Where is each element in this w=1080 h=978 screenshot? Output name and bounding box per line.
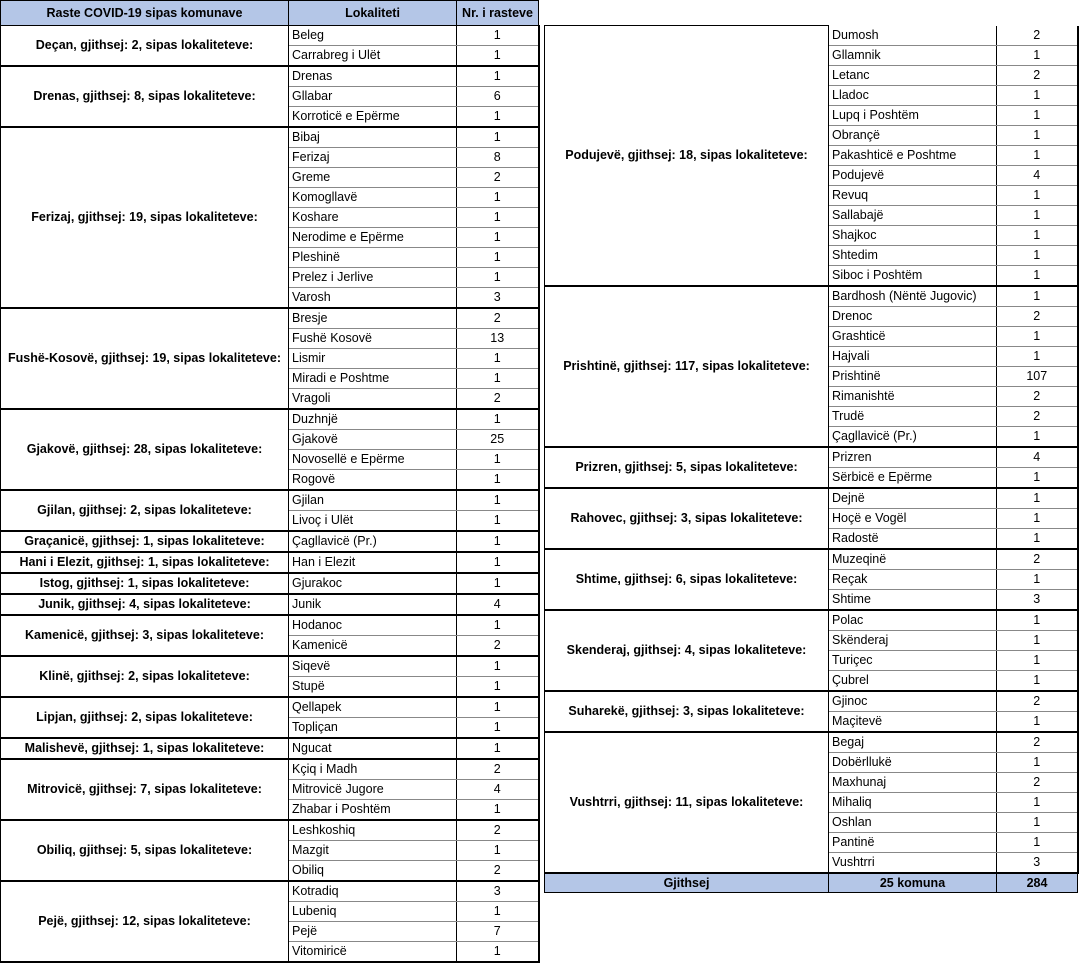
locality-cell: Lismir [289,349,457,369]
count-cell: 8 [457,148,539,168]
locality-cell: Vushtrri [829,852,997,873]
right-table [544,25,1079,893]
table-row [1,573,539,594]
locality-cell: Çagllavicë (Pr.) [289,531,457,552]
municipality-cell: Ferizaj, gjithsej: 19, sipas lokaliteteve: [1,127,289,308]
locality-cell: Sërbicë e Epërme [829,467,997,488]
table-row [1,881,539,902]
count-cell: 1 [457,349,539,369]
count-cell: 1 [997,752,1078,772]
right-table-body [545,26,1078,873]
count-cell: 1 [457,531,539,552]
locality-cell: Korroticë e Epërme [289,107,457,128]
locality-cell: Kamenicë [289,636,457,657]
count-cell: 2 [457,389,539,410]
count-cell: 2 [997,386,1078,406]
locality-cell: Mazgit [289,841,457,861]
total-count: 284 [997,873,1078,893]
count-cell: 1 [997,185,1078,205]
count-cell: 2 [997,549,1078,570]
table-row [1,820,539,841]
locality-cell: Lladoc [829,85,997,105]
municipality-cell: Obiliq, gjithsej: 5, sipas lokaliteteve: [1,820,289,881]
count-cell: 1 [457,800,539,821]
municipality-cell: Klinë, gjithsej: 2, sipas lokaliteteve: [1,656,289,697]
municipality-cell: Fushë-Kosovë, gjithsej: 19, sipas lokaliteteve: [1,308,289,409]
count-cell: 1 [997,630,1078,650]
municipality-cell: Deçan, gjithsej: 2, sipas lokaliteteve: [1,26,289,67]
locality-cell: Gjakovë [289,430,457,450]
locality-cell: Duzhnjë [289,409,457,430]
locality-cell: Zhabar i Poshtëm [289,800,457,821]
locality-cell: Ngucat [289,738,457,759]
municipality-cell: Suharekë, gjithsej: 3, sipas lokaliteteve: [545,691,829,732]
locality-cell: Sallabajë [829,205,997,225]
count-cell: 4 [997,165,1078,185]
count-cell: 1 [457,490,539,511]
count-cell: 1 [457,718,539,739]
count-cell: 1 [997,650,1078,670]
table-row [545,447,1078,468]
locality-cell: Trudë [829,406,997,426]
locality-cell: Bresje [289,308,457,329]
table-row [545,732,1078,753]
count-cell: 2 [457,759,539,780]
count-cell: 1 [457,573,539,594]
total-label: Gjithsej [545,873,829,893]
table-row [1,308,539,329]
municipality-cell: Junik, gjithsej: 4, sipas lokaliteteve: [1,594,289,615]
locality-cell: Vragoli [289,389,457,410]
municipality-cell: Podujevë, gjithsej: 18, sipas lokaliteteve: [545,26,829,286]
locality-cell: Prelez i Jerlive [289,268,457,288]
locality-cell: Obrançë [829,125,997,145]
locality-cell: Siqevë [289,656,457,677]
locality-cell: Revuq [829,185,997,205]
municipality-cell: Prishtinë, gjithsej: 117, sipas lokaliteteve: [545,286,829,447]
count-cell: 7 [457,922,539,942]
locality-cell: Oshlan [829,812,997,832]
total-row [545,873,1078,893]
table-row [1,759,539,780]
locality-cell: Siboc i Poshtëm [829,265,997,286]
locality-cell: Dejnë [829,488,997,509]
count-cell: 1 [997,326,1078,346]
locality-cell: Pantinë [829,832,997,852]
locality-cell: Novosellë e Epërme [289,450,457,470]
count-cell: 1 [457,902,539,922]
locality-cell: Drenoc [829,306,997,326]
table-row [1,490,539,511]
locality-cell: Maçitevë [829,711,997,732]
count-cell: 2 [997,772,1078,792]
count-cell: 1 [457,228,539,248]
table-row [545,691,1078,712]
count-cell: 1 [997,286,1078,307]
locality-cell: Lubeniq [289,902,457,922]
count-cell: 1 [457,470,539,491]
municipality-cell: Mitrovicë, gjithsej: 7, sipas lokaliteteve: [1,759,289,820]
municipality-cell: Gjakovë, gjithsej: 28, sipas lokaliteteve: [1,409,289,490]
count-cell: 1 [457,66,539,87]
count-cell: 2 [997,65,1078,85]
count-cell: 1 [997,670,1078,691]
locality-cell: Bibaj [289,127,457,148]
total-municipalities: 25 komuna [829,873,997,893]
locality-cell: Grashticë [829,326,997,346]
locality-cell: Carrabreg i Ulët [289,46,457,67]
table-row [1,409,539,430]
locality-cell: Gjilan [289,490,457,511]
locality-cell: Drenas [289,66,457,87]
count-cell: 1 [997,426,1078,447]
locality-cell: Shtime [829,589,997,610]
count-cell: 1 [457,697,539,718]
count-cell: 3 [457,288,539,309]
locality-cell: Prishtinë [829,366,997,386]
locality-cell: Letanc [829,65,997,85]
count-cell: 1 [997,528,1078,549]
municipality-cell: Rahovec, gjithsej: 3, sipas lokaliteteve: [545,488,829,549]
count-cell: 4 [457,780,539,800]
left-table [0,0,540,963]
municipality-cell: Skenderaj, gjithsej: 4, sipas lokaliteteve: [545,610,829,691]
count-cell: 1 [457,511,539,532]
locality-cell: Podujevë [829,165,997,185]
locality-cell: Topliçan [289,718,457,739]
count-cell: 13 [457,329,539,349]
count-cell: 1 [997,85,1078,105]
count-cell: 1 [457,552,539,573]
locality-cell: Kçiq i Madh [289,759,457,780]
locality-cell: Polac [829,610,997,631]
locality-cell: Livoç i Ulët [289,511,457,532]
municipality-cell: Pejë, gjithsej: 12, sipas lokaliteteve: [1,881,289,962]
header-row [1,1,539,26]
count-cell: 1 [997,245,1078,265]
locality-cell: Gllamnik [829,45,997,65]
municipality-cell: Vushtrri, gjithsej: 11, sipas lokaliteteve: [545,732,829,873]
count-cell: 1 [457,409,539,430]
count-cell: 1 [457,656,539,677]
count-cell: 1 [457,107,539,128]
header-locality: Lokaliteti [289,1,457,26]
table-row [1,697,539,718]
locality-cell: Gjurakoc [289,573,457,594]
locality-cell: Ferizaj [289,148,457,168]
count-cell: 1 [457,369,539,389]
locality-cell: Çagllavicë (Pr.) [829,426,997,447]
locality-cell: Kotradiq [289,881,457,902]
table-row [545,488,1078,509]
municipality-cell: Hani i Elezit, gjithsej: 1, sipas lokaliteteve: [1,552,289,573]
count-cell: 1 [457,450,539,470]
count-cell: 1 [997,488,1078,509]
header-municipality: Raste COVID-19 sipas komunave [1,1,289,26]
table-row [1,26,539,46]
count-cell: 1 [457,841,539,861]
count-cell: 4 [457,594,539,615]
municipality-cell: Prizren, gjithsej: 5, sipas lokaliteteve: [545,447,829,488]
header-count: Nr. i rasteve [457,1,539,26]
count-cell: 1 [457,127,539,148]
table-row [1,66,539,87]
count-cell: 3 [457,881,539,902]
count-cell: 1 [457,738,539,759]
table-row [1,615,539,636]
locality-cell: Maxhunaj [829,772,997,792]
locality-cell: Miradi e Poshtme [289,369,457,389]
locality-cell: Pakashticë e Poshtme [829,145,997,165]
count-cell: 2 [997,691,1078,712]
count-cell: 2 [457,636,539,657]
count-cell: 107 [997,366,1078,386]
locality-cell: Gllabar [289,87,457,107]
locality-cell: Vitomiricë [289,942,457,963]
locality-cell: Pleshinë [289,248,457,268]
locality-cell: Greme [289,168,457,188]
count-cell: 1 [997,711,1078,732]
locality-cell: Obiliq [289,861,457,882]
locality-cell: Bardhosh (Nëntë Jugovic) [829,286,997,307]
count-cell: 1 [997,205,1078,225]
count-cell: 1 [457,615,539,636]
count-cell: 2 [997,306,1078,326]
count-cell: 1 [457,942,539,963]
count-cell: 1 [997,105,1078,125]
locality-cell: Rogovë [289,470,457,491]
locality-cell: Hodanoc [289,615,457,636]
locality-cell: Leshkoshiq [289,820,457,841]
count-cell: 2 [997,26,1078,46]
count-cell: 2 [457,308,539,329]
municipality-cell: Malishevë, gjithsej: 1, sipas lokaliteteve: [1,738,289,759]
locality-cell: Beleg [289,26,457,46]
municipality-cell: Kamenicë, gjithsej: 3, sipas lokaliteteve: [1,615,289,656]
locality-cell: Pejë [289,922,457,942]
locality-cell: Mihaliq [829,792,997,812]
locality-cell: Dobërllukë [829,752,997,772]
locality-cell: Koshare [289,208,457,228]
locality-cell: Dumosh [829,26,997,46]
count-cell: 1 [997,45,1078,65]
locality-cell: Radostë [829,528,997,549]
left-table-body [1,26,539,963]
count-cell: 1 [457,208,539,228]
count-cell: 4 [997,447,1078,468]
municipality-cell: Istog, gjithsej: 1, sipas lokaliteteve: [1,573,289,594]
locality-cell: Turiçec [829,650,997,670]
count-cell: 3 [997,852,1078,873]
table-row [545,610,1078,631]
locality-cell: Shtedim [829,245,997,265]
count-cell: 1 [997,145,1078,165]
locality-cell: Shajkoc [829,225,997,245]
locality-cell: Gjinoc [829,691,997,712]
table-row [545,26,1078,46]
table-row [1,738,539,759]
count-cell: 1 [997,792,1078,812]
count-cell: 1 [457,188,539,208]
locality-cell: Hoçë e Vogël [829,508,997,528]
table-row [545,549,1078,570]
count-cell: 1 [997,346,1078,366]
municipality-cell: Shtime, gjithsej: 6, sipas lokaliteteve: [545,549,829,610]
municipality-cell: Gjilan, gjithsej: 2, sipas lokaliteteve: [1,490,289,531]
count-cell: 2 [997,732,1078,753]
locality-cell: Varosh [289,288,457,309]
municipality-cell: Drenas, gjithsej: 8, sipas lokaliteteve: [1,66,289,127]
count-cell: 6 [457,87,539,107]
locality-cell: Stupë [289,677,457,698]
table-row [1,594,539,615]
table-row [1,552,539,573]
locality-cell: Begaj [829,732,997,753]
locality-cell: Komogllavë [289,188,457,208]
count-cell: 2 [997,406,1078,426]
count-cell: 1 [997,225,1078,245]
count-cell: 1 [997,610,1078,631]
count-cell: 1 [457,268,539,288]
locality-cell: Han i Elezit [289,552,457,573]
count-cell: 1 [997,832,1078,852]
count-cell: 1 [997,467,1078,488]
table-row [1,656,539,677]
locality-cell: Reçak [829,569,997,589]
locality-cell: Muzeqinë [829,549,997,570]
municipality-cell: Lipjan, gjithsej: 2, sipas lokaliteteve: [1,697,289,738]
table-row [545,286,1078,307]
locality-cell: Nerodime e Epërme [289,228,457,248]
count-cell: 25 [457,430,539,450]
count-cell: 2 [457,168,539,188]
locality-cell: Rimanishtë [829,386,997,406]
table-row [1,531,539,552]
table-row [1,127,539,148]
count-cell: 1 [457,46,539,67]
count-cell: 1 [997,125,1078,145]
locality-cell: Qellapek [289,697,457,718]
count-cell: 1 [997,812,1078,832]
count-cell: 2 [457,820,539,841]
count-cell: 1 [457,677,539,698]
count-cell: 2 [457,861,539,882]
count-cell: 1 [997,265,1078,286]
locality-cell: Mitrovicë Jugore [289,780,457,800]
locality-cell: Junik [289,594,457,615]
locality-cell: Prizren [829,447,997,468]
locality-cell: Fushë Kosovë [289,329,457,349]
locality-cell: Skënderaj [829,630,997,650]
locality-cell: Lupq i Poshtëm [829,105,997,125]
count-cell: 1 [997,508,1078,528]
locality-cell: Hajvali [829,346,997,366]
locality-cell: Çubrel [829,670,997,691]
count-cell: 1 [457,248,539,268]
count-cell: 1 [997,569,1078,589]
count-cell: 1 [457,26,539,46]
count-cell: 3 [997,589,1078,610]
municipality-cell: Graçanicë, gjithsej: 1, sipas lokaliteteve: [1,531,289,552]
